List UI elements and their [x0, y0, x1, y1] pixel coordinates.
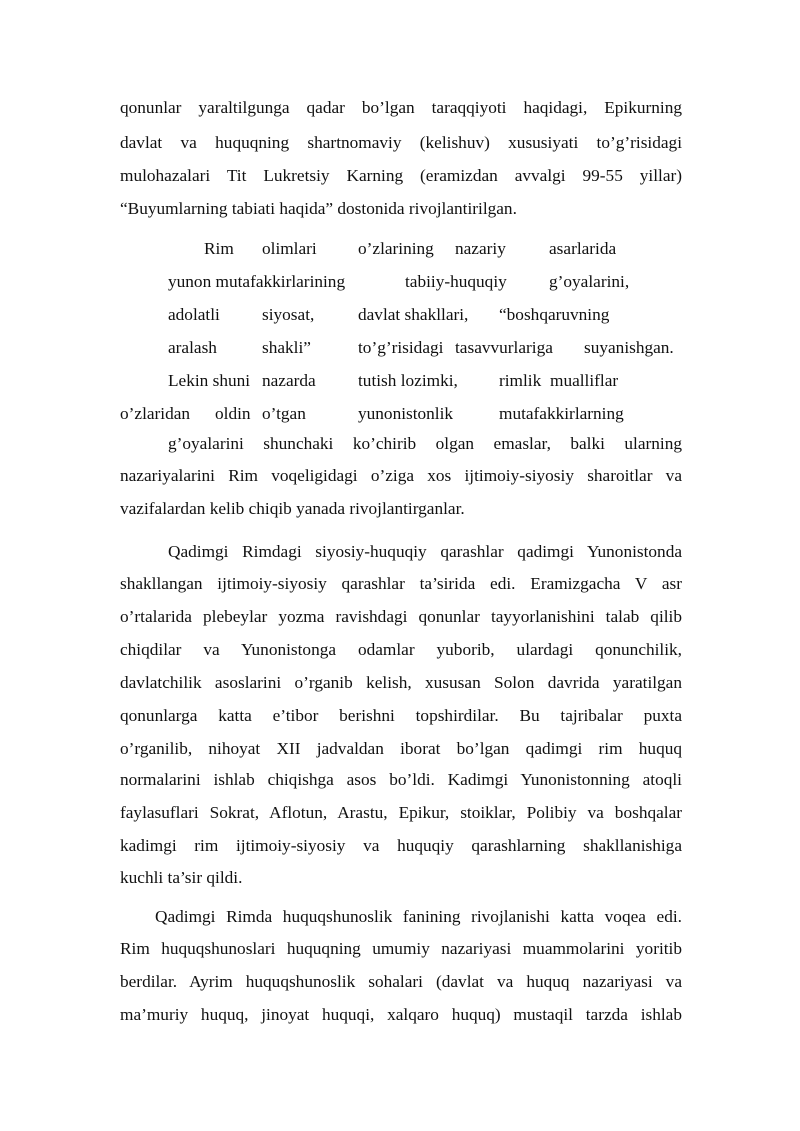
block-r5-c2: nazarda	[262, 371, 316, 390]
block-r3-c1: adolatli	[168, 305, 220, 324]
block-r1-c3: o’zlarining	[358, 239, 434, 258]
p1-line-2: davlat va huquqning shartnomaviy (kelishuv) xususiyati to’g’risidagi	[120, 133, 682, 152]
block-r4-c1: aralash	[168, 338, 217, 357]
p1-line-4: “Buyumlarning tabiati haqida” dostonida rivojlantirilgan.	[120, 199, 517, 218]
block-r5-c1: Lekin shuni	[168, 371, 251, 390]
block-r4-c4: tasavvurlariga	[455, 338, 553, 357]
p3-line-6: qonunlarga katta e’tibor berishni topshirdilar. Bu tajribalar puxta	[120, 706, 682, 725]
block-r2-c2: tabiiy-huquqiy	[405, 272, 507, 291]
block-r4-c3: to’g’risidagi	[358, 338, 444, 357]
p1-line-1: qonunlar yaraltilgunga qadar bo’lgan taraqqiyoti haqidagi, Epikurning	[120, 98, 682, 117]
block-r4-c2: shakli”	[262, 338, 311, 357]
block-r6-c1: o’zlaridan	[120, 404, 191, 423]
p4-line-4: ma’muriy huquq, jinoyat huquqi, xalqaro huquq) mustaqil tarzda ishlab	[120, 1005, 682, 1024]
block-r1-c1: Rim	[204, 239, 234, 258]
p3-line-11: kuchli ta’sir qildi.	[120, 868, 243, 887]
block-r5-c3: tutish lozimki,	[358, 371, 458, 390]
block-r1-c5: asarlarida	[549, 239, 617, 258]
p3-line-7: o’rganilib, nihoyat XII jadvaldan iborat bo’lgan qadimgi rim huquq	[120, 739, 682, 758]
block-r4-c5: suyanishgan.	[584, 338, 674, 357]
block-r6-c4: yunonistonlik	[358, 404, 454, 423]
p1-line-3: mulohazalari Tit Lukretsiy Karning (eramizdan avvalgi 99-55 yillar)	[120, 166, 682, 185]
p3-line-9: faylasuflari Sokrat, Aflotun, Arastu, Epikur, stoiklar, Polibiy va boshqalar	[120, 803, 682, 822]
p2-line-3: vazifalardan kelib chiqib yanada rivojlantirganlar.	[120, 499, 465, 518]
block-r6-c2: oldin	[215, 404, 251, 423]
block-r6-c3: o’tgan	[262, 404, 306, 423]
p3-line-10: kadimgi rim ijtimoiy-siyosiy va huquqiy qarashlarning shakllanishiga	[120, 836, 682, 855]
block-r1-c4: nazariy	[455, 239, 506, 258]
p3-line-1: Qadimgi Rimdagi siyosiy-huquqiy qarashlar qadimgi Yunonistonda	[168, 542, 682, 561]
block-r3-c3: davlat shakllari,	[358, 305, 469, 324]
p3-line-5: davlatchilik asoslarini o’rganib kelish, xususan Solon davrida yaratilgan	[120, 673, 682, 692]
block-r6-c5: mutafakkirlarning	[499, 404, 624, 423]
block-r1-c2: olimlari	[262, 239, 317, 258]
p4-line-2: Rim huquqshunoslari huquqning umumiy nazariyasi muammolarini yoritib	[120, 939, 682, 958]
block-r3-c2: siyosat,	[262, 305, 315, 324]
block-r2-c3: g’oyalarini,	[549, 272, 630, 291]
p2-line-1: g’oyalarini shunchaki ko’chirib olgan emaslar, balki ularning	[168, 434, 682, 453]
block-r2-c1: yunon mutafakkirlarining	[168, 272, 346, 291]
p3-line-4: chiqdilar va Yunonistonga odamlar yuborib, ulardagi qonunchilik,	[120, 640, 682, 659]
p3-line-2: shakllangan ijtimoiy-siyosiy qarashlar ta’sirida edi. Eramizgacha V asr	[120, 574, 682, 593]
p2-line-2: nazariyalarini Rim voqeligidagi o’ziga xos ijtimoiy-siyosiy sharoitlar va	[120, 466, 682, 485]
block-r5-c5: mualliflar	[550, 371, 619, 390]
p3-line-3: o’rtalarida plebeylar yozma ravishdagi qonunlar tayyorlanishini talab qilib	[120, 607, 682, 626]
p4-line-1: Qadimgi Rimda huquqshunoslik fanining rivojlanishi katta voqea edi.	[155, 907, 682, 926]
block-r5-c4: rimlik	[499, 371, 542, 390]
block-r3-c4: “boshqaruvning	[499, 305, 610, 324]
p3-line-8: normalarini ishlab chiqishga asos bo’ldi. Kadimgi Yunonistonning atoqli	[120, 770, 682, 789]
p4-line-3: berdilar. Ayrim huquqshunoslik sohalari (davlat va huquq nazariyasi va	[120, 972, 682, 991]
